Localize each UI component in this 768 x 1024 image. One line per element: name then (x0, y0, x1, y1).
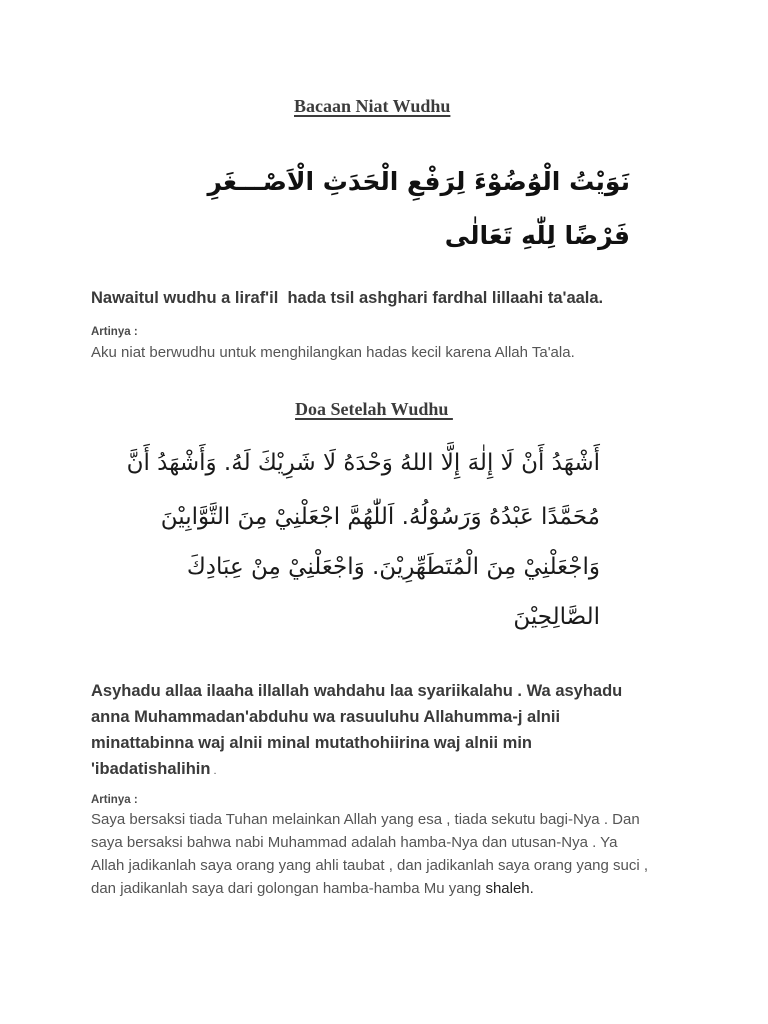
artinya-label-doa: Artinya : (91, 794, 138, 806)
arabic-doa-line-4: الصَّالِحِيْنَ (513, 604, 600, 630)
artinya-label-niat: Artinya : (91, 326, 138, 338)
latin-doa-line-4 (91, 756, 711, 784)
translation-doa-line-4-text: dan jadikanlah saya dari golongan hamba-hamba Mu yang (91, 880, 486, 897)
arabic-niat-line-1: نَوَيْتُ الْوُضُوْءَ لِرَفْعِ الْحَدَثِ الْاَصْـــغَرِ (207, 167, 630, 196)
arabic-niat-line-2: فَرْضًا لِلّٰهِ تَعَالٰى (444, 221, 630, 250)
arabic-doa-line-1: أَشْهَدُ أَنْ لَا إِلٰهَ إِلَّا اللهُ وَحْدَهُ لَا شَرِيْكَ لَهُ. وَأَشْهَدُ أَنَّ (126, 450, 600, 476)
latin-doa-trailing-period: . (210, 765, 217, 777)
latin-doa-line-4-text: 'ibadatishalihin (91, 760, 211, 778)
latin-niat-text: Nawaitul wudhu a liraf'il hada tsil ashghari fardhal lillaahi ta'aala. (91, 289, 604, 307)
heading-doa-setelah-wudhu: Doa Setelah Wudhu (295, 399, 453, 419)
arabic-doa-line-2: مُحَمَّدًا عَبْدُهُ وَرَسُوْلُهُ. اَللّٰهُمَّ اجْعَلْنِيْ مِنَ التَّوَّابِيْنَ (160, 504, 600, 530)
translation-doa-line-2: saya bersaksi bahwa nabi Muhammad adalah hamba-Nya dan utusan-Nya . Ya (91, 834, 618, 851)
latin-doa-line-2: anna Muhammadan'abduhu wa rasuuluhu Allahumma-j alnii (91, 708, 561, 726)
translation-doa (91, 808, 711, 900)
translation-niat: Aku niat berwudhu untuk menghilangkan hadas kecil karena Allah Ta'ala. (91, 344, 575, 361)
translation-doa-emphasis: shaleh. (485, 880, 534, 897)
arabic-doa-line-3: وَاجْعَلْنِيْ مِنَ الْمُتَطَهِّرِيْنَ. وَاجْعَلْنِيْ مِنْ عِبَادِكَ (186, 554, 600, 580)
latin-doa-line-1: Asyhadu allaa ilaaha illallah wahdahu laa syariikalahu . Wa asyhadu (91, 682, 623, 700)
translation-doa-line-4 (91, 877, 711, 900)
latin-doa-text (91, 678, 711, 784)
translation-doa-line-3: Allah jadikanlah saya orang yang ahli taubat , dan jadikanlah saya orang yang suci , (91, 857, 649, 874)
translation-doa-line-1: Saya bersaksi tiada Tuhan melainkan Allah yang esa , tiada sekutu bagi-Nya . Dan (91, 811, 640, 828)
heading-niat-wudhu: Bacaan Niat Wudhu (294, 96, 451, 116)
latin-doa-line-3: minattabinna waj alnii minal mutathohiirina waj alnii min (91, 734, 532, 752)
